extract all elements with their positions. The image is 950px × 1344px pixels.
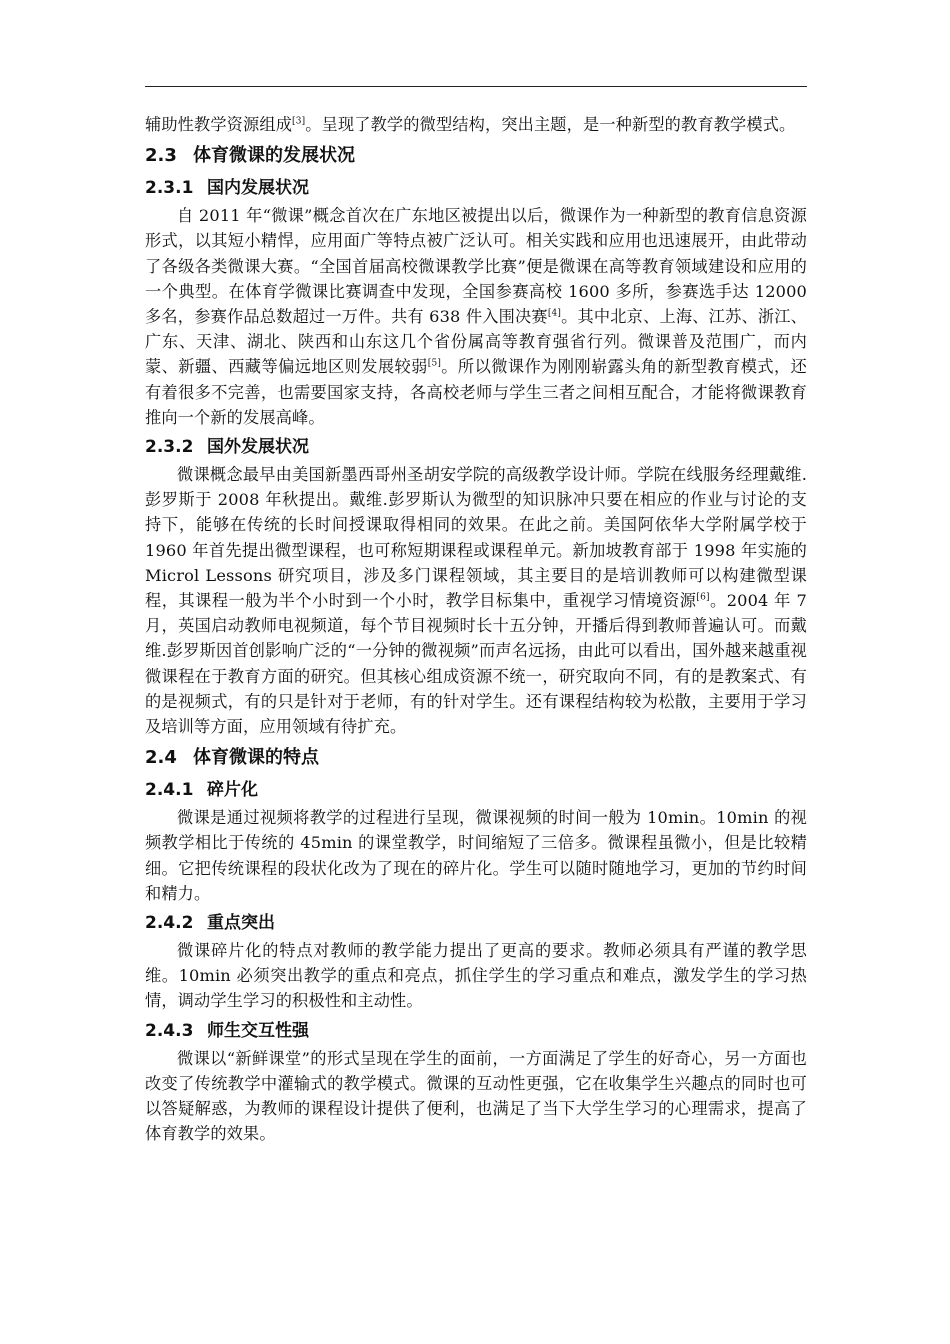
citation-5: [5] <box>427 359 441 370</box>
fragmentation-paragraph: 微课是通过视频将教学的过程进行呈现，微课视频的时间一般为 10min。10min 的视频教学相比于传统的 45min 的课堂教学，时间缩短了三倍多。微课程虽微小，但是比较精细。它把传统课程的段状化改为了现在的碎片化。学生可以随时随地学习，更加的节约时间和精力。 <box>145 808 807 903</box>
section-title: 体育微课的发展状况 <box>193 145 355 167</box>
header-rule <box>145 86 807 87</box>
section-2-4-2-heading <box>145 908 807 938</box>
section-title: 体育微课的特点 <box>193 747 319 769</box>
domestic-development-paragraph: 自 2011 年“微课”概念首次在广东地区被提出以后，微课作为一种新型的教育信息资源形式，以其短小精悍，应用面广等特点被广泛认可。相关实践和应用也迅速展开，由此带动了各级各类微课大赛。“全国首届高校微课教学比赛”便是微课在高等教育领域建设和应用的一个典型。在体育学微课比赛调查中发现，全国参赛高校 1600 多所，参赛选手达 12000 多名，参赛作品总数超过一万件。共有 638 件入围决赛[4]。其中北京、上海、江苏、浙江、广东、天津、湖北、陕西和山东这几个省份属高等教育强省行列。微课普及范围广，而内蒙、新疆、西藏等偏远地区则发展较弱[5]。所以微课作为刚刚崭露头角的新型教育模式，还有着很多不完善，也需要国家支持，各高校老师与学生三者之间相互配合，才能将微课教育推向一个新的发展高峰。 <box>145 206 808 427</box>
section-number: 2.3.2 <box>145 437 194 458</box>
section-2-4-heading <box>145 743 807 773</box>
document-body <box>145 112 807 1147</box>
section-number: 2.4.3 <box>145 1020 194 1041</box>
section-2-4-3-heading <box>145 1016 807 1046</box>
section-number: 2.3.1 <box>145 178 194 199</box>
intro-paragraph: 辅助性教学资源组成[3]。呈现了教学的微型结构，突出主题，是一种新型的教育教学模式。 <box>145 115 796 134</box>
section-title: 师生交互性强 <box>207 1020 309 1041</box>
interaction-paragraph: 微课以“新鲜课堂”的形式呈现在学生的面前，一方面满足了学生的好奇心，另一方面也改变了传统教学中灌输式的教学模式。微课的互动性更强，它在收集学生兴趣点的同时也可以答疑解惑，为教师的课程设计提供了便利，也满足了当下大学生学习的心理需求，提高了体育教学的效果。 <box>145 1048 807 1144</box>
section-2-4-1-heading <box>145 775 807 805</box>
citation-6: [6] <box>696 592 710 603</box>
section-title: 国外发展状况 <box>207 437 309 458</box>
section-title: 碎片化 <box>207 780 258 801</box>
section-2-3-2-heading <box>145 432 807 462</box>
section-number: 2.3 <box>145 145 177 167</box>
section-number: 2.4 <box>145 747 177 769</box>
citation-4: [4] <box>547 308 562 319</box>
section-title: 国内发展状况 <box>207 178 309 199</box>
key-points-paragraph: 微课碎片化的特点对教师的教学能力提出了更高的要求。教师必须具有严谨的教学思维。10min 必须突出教学的重点和亮点，抓住学生的学习重点和难点，激发学生的学习热情，调动学生学习的积极性和主动性。 <box>145 941 807 1011</box>
section-title: 重点突出 <box>207 913 275 934</box>
section-number: 2.4.1 <box>145 780 194 801</box>
section-2-3-1-heading <box>145 173 807 203</box>
section-number: 2.4.2 <box>145 913 194 934</box>
foreign-development-paragraph: 微课概念最早由美国新墨西哥州圣胡安学院的高级教学设计师。学院在线服务经理戴维.彭罗斯于 2008 年秋提出。戴维.彭罗斯认为微型的知识脉冲只要在相应的作业与讨论的支持下，能够在传统的长时间授课取得相同的效果。在此之前。美国阿依华大学附属学校于 1960 年首先提出微型课程，也可称短期课程或课程单元。新加坡教育部于 1998 年实施的 Microl Lessons 研究项目，涉及多门课程领域，其主要目的是培训教师可以构建微型课程，其课程一般为半个小时到一个小时，教学目标集中，重视学习情境资源[6]。2004 年 7 月，英国启动教师电视频道，每个节目视频时长十五分钟，开播后得到教师普遍认可。而戴维.彭罗斯因首创影响广泛的“一分钟的微视频”而声名远扬，由此可以看出，国外越来越重视微课程在于教育方面的研究。但其核心组成资源不统一，研究取向不同，有的是教案式、有的是视频式，有的只是针对于老师，有的针对学生。还有课程结构较为松散，主要用于学习及培训等方面，应用领域有待扩充。 <box>145 465 807 737</box>
section-2-3-heading <box>145 141 807 171</box>
citation-3: [3] <box>292 116 306 127</box>
